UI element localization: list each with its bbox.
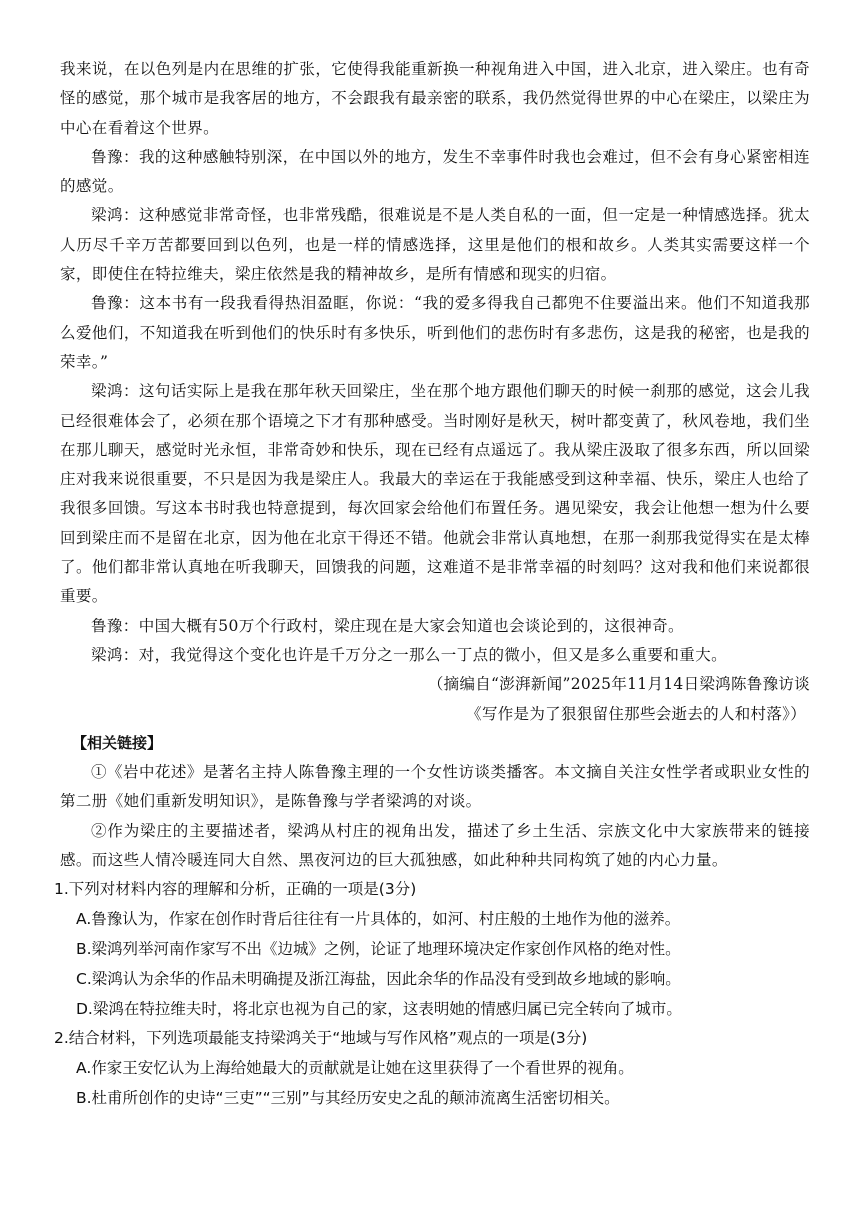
source-citation-title: 《写作是为了狠狠留住那些会逝去的人和村落》）: [466, 704, 806, 723]
related-links-heading: 【相关链接】: [72, 733, 163, 752]
related-link-item: ②作为梁庄的主要描述者，梁鸿从村庄的视角出发，描述了乡土生活、宗族文化中大家族带来的链接感。而这些人情冷暖连同大自然、黑夜河边的巨大孤独感，如此种种共同构筑了她的内心力量。: [60, 821, 810, 870]
related-link-item: ①《岩中花述》是著名主持人陈鲁豫主理的一个女性访谈类播客。本文摘自关注女性学者或职业女性的第二册《她们重新发明知识》，是陈鲁豫与学者梁鸿的对谈。: [60, 763, 810, 811]
dialogue-paragraph: 鲁豫：中国大概有50万个行政村，梁庄现在是大家会知道也会谈论到的，这很神奇。: [91, 616, 684, 635]
dialogue-paragraph: 梁鸿：这句话实际上是我在那年秋天回梁庄，坐在那个地方跟他们聊天的时候一刹那的感觉，这会儿我已经很难体会了，必须在那个语境之下才有那种感受。当时刚好是秋天，树叶都变黄了，秋风卷地，我们坐在那儿聊天，感觉时光永恒，非常奇妙和快乐，现在已经有点遥远了。我从梁庄汲取了很多东西，所以回梁庄对我来说很重要，不只是因为我是梁庄人。我最大的幸运在于我能感受到这种幸福、快乐，梁庄人也给了我很多回馈。写这本书时我也特意提到，每次回家会给他们布置任务。遇见梁安，我会让他想一想为什么要回到梁庄而不是留在北京，因为他在北京干得还不错。他就会非常认真地想，在那一刹那我觉得实在是太棒了。他们都非常认真地在听我聊天，回馈我的问题，这难道不是非常幸福的时刻吗？这对我和他们来说都很重要。: [60, 382, 810, 606]
source-citation-line: （摘编自“澎湃新闻”2025年11月14日梁鸿陈鲁豫访谈: [427, 675, 810, 694]
dialogue-paragraph: 梁鸿：对，我觉得这个变化也许是千万分之一那么一丁点的微小，但又是多么重要和重大。: [91, 645, 728, 664]
question-option: B.梁鸿列举河南作家写不出《边城》之例，论证了地理环境决定作家创作风格的绝对性。: [76, 939, 681, 958]
question-option: B.杜甫所创作的史诗“三吏”“三别”与其经历安史之乱的颠沛流离生活密切相关。: [76, 1088, 620, 1107]
question-option: A.作家王安忆认为上海给她最大的贡献就是让她在这里获得了一个看世界的视角。: [76, 1059, 634, 1078]
dialogue-paragraph: 鲁豫：这本书有一段我看得热泪盈眶，你说：“我的爱多得我自己都兜不住要溢出来。他们不知道我那么爱他们，不知道我在听到他们的快乐时有多快乐，听到他们的悲伤时有多悲伤，这是我的秘密，也是我的荣幸。”: [60, 294, 810, 371]
dialogue-paragraph: 我来说，在以色列是内在思维的扩张，它使得我能重新换一种视角进入中国，进入北京，进入梁庄。也有奇怪的感觉，那个城市是我客居的地方，不会跟我有最亲密的联系，我仍然觉得世界的中心在梁庄，以梁庄为中心在看着这个世界。: [60, 60, 810, 137]
question-option: C.梁鸿认为余华的作品未明确提及浙江海盐，因此余华的作品没有受到故乡地域的影响。: [76, 969, 681, 988]
question-stem: 1.下列对材料内容的理解和分析，正确的一项是(3分): [54, 880, 417, 899]
question-option: A.鲁豫认为，作家在创作时背后往往有一片具体的，如河、村庄般的土地作为他的滋养。: [76, 910, 681, 929]
dialogue-paragraph: 鲁豫：我的这种感触特别深，在中国以外的地方，发生不幸事件时我也会难过，但不会有身心紧密相连的感觉。: [60, 147, 810, 196]
dialogue-paragraph: 梁鸿：这种感觉非常奇怪，也非常残酷，很难说是不是人类自私的一面，但一定是一种情感选择。犹太人历尽千辛万苦都要回到以色列，也是一样的情感选择，这里是他们的根和故乡。人类其实需要这样一个家，即使住在特拉维夫，梁庄依然是我的精神故乡，是所有情感和现实的归宿。: [60, 206, 810, 284]
question-stem: 2.结合材料，下列选项最能支持梁鸿关于“地域与写作风格”观点的一项是(3分): [54, 1029, 588, 1048]
question-option: D.梁鸿在特拉维夫时，将北京也视为自己的家，这表明她的情感归属已完全转向了城市。: [76, 999, 682, 1018]
